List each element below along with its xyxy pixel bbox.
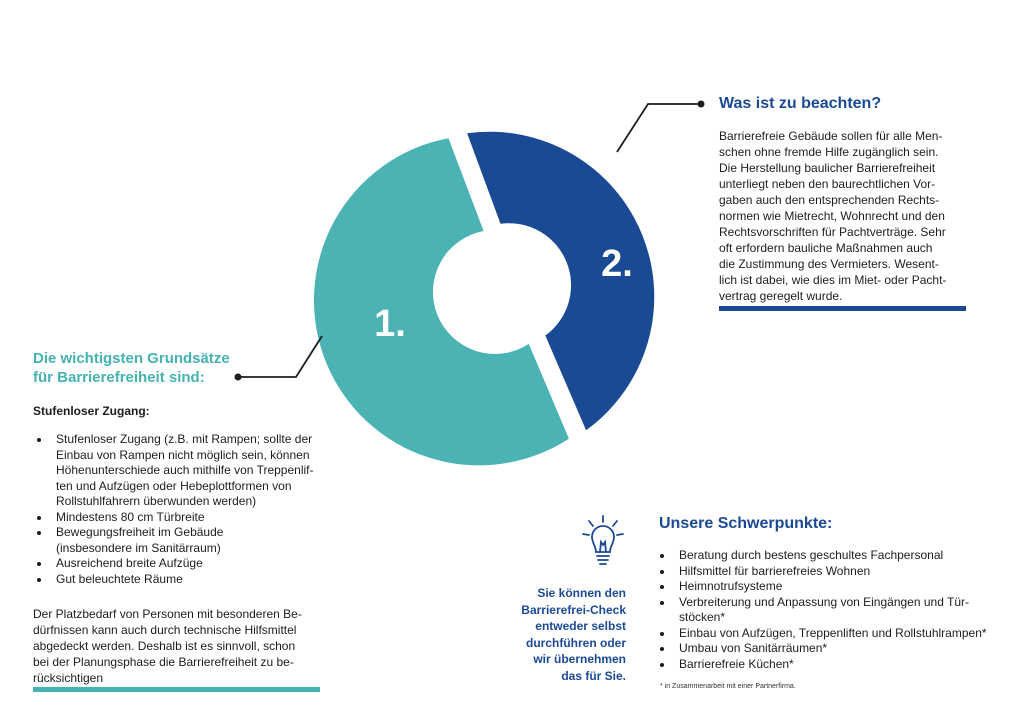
list-item-line: ten und Aufzügen oder Hebeplottformen von — [56, 478, 292, 493]
right-section-line: normen wie Mietrecht, Wohnrecht und den — [719, 209, 945, 223]
left-title-line-1: Die wichtigsten Grundsätze — [33, 350, 230, 367]
connector-left-dot — [235, 374, 242, 381]
right-section-body — [719, 128, 979, 304]
right-section-line: die Zustimmung des Vermieters. Wesent- — [719, 257, 939, 271]
callout-line: das für Sie. — [561, 668, 626, 683]
callout-line: entweder selbst — [535, 619, 626, 633]
callout-line: wir übernehmen — [533, 652, 626, 666]
list-item-line: Einbau von Aufzügen, Treppenliften und Rollstuhlrampen* — [679, 625, 987, 640]
callout-line: Sie können den — [537, 586, 626, 600]
left-paragraph-line: rücksichtigen — [33, 671, 104, 685]
left-title-line-2: für Barrierefreiheit sind: — [33, 369, 205, 386]
callout-line: Barrierefrei-Check — [521, 602, 626, 617]
right-section-line: schen ohne fremde Hilfe zugänglich sein. — [719, 145, 939, 159]
right-section-rule — [719, 306, 966, 311]
focus-bullet-list — [656, 548, 1006, 672]
list-item-line: Mindestens 80 cm Türbreite — [56, 509, 205, 524]
left-section-rule — [33, 687, 320, 692]
connector-right-dot — [698, 101, 705, 108]
list-item — [33, 556, 333, 572]
list-item — [33, 432, 333, 510]
focus-footnote: * in Zusammenarbeit mit einer Partnerfirma. — [660, 683, 796, 690]
list-item-line: Verbreiterung und Anpassung von Eingängen und Tür- — [679, 594, 969, 609]
left-paragraph-line: abgedeckt werden. Deshalb ist es sinnvoll, schon — [33, 639, 296, 653]
right-section-title: Was ist zu beachten? — [719, 95, 882, 112]
right-section-line: Barrierefreie Gebäude sollen für alle Men- — [719, 129, 943, 143]
right-section-line: gaben auch den entsprechenden Rechts- — [719, 193, 940, 207]
list-item-line: Umbau von Sanitärräumen* — [679, 641, 828, 655]
list-item — [656, 641, 1006, 657]
left-subheading: Stufenloser Zugang: — [33, 404, 150, 418]
list-item-line: Rollstuhlfahrern überwunden werden) — [56, 494, 257, 508]
callout-text — [488, 585, 626, 684]
list-item — [656, 579, 1006, 595]
right-section-line: unterliegt neben den baurechtlichen Vor- — [719, 177, 936, 191]
list-item — [656, 595, 1006, 626]
left-paragraph-line: Der Platzbedarf von Personen mit besonderen Be- — [33, 607, 302, 621]
list-item — [656, 626, 1006, 642]
list-item-line: stöcken* — [679, 610, 726, 624]
right-section-line: lich ist dabei, wie dies im Miet- oder Pacht- — [719, 273, 947, 287]
list-item-line: Hilfsmittel für barrierefreies Wohnen — [679, 563, 871, 578]
list-item-line: Heimnotrufsysteme — [679, 579, 783, 593]
list-item-line: Gut beleuchtete Räume — [56, 571, 183, 586]
lightbulb-icon — [580, 514, 626, 570]
left-bullet-list — [33, 432, 333, 587]
segment-1-label: 1. — [374, 303, 406, 345]
segment-2-label: 2. — [601, 243, 633, 285]
list-item — [33, 510, 333, 526]
right-section-line: oft erfordern bauliche Maßnahmen auch — [719, 241, 933, 255]
left-paragraph-line: dürfnissen kann auch durch technische Hilfsmittel — [33, 623, 297, 637]
list-item-line: (insbesondere im Sanitärraum) — [56, 540, 221, 555]
list-item-line: Bewegungsfreiheit im Gebäude — [56, 525, 224, 539]
list-item-line: Stufenloser Zugang (z.B. mit Rampen; sollte der — [56, 432, 313, 446]
list-item-line: Ausreichend breite Aufzüge — [56, 556, 203, 570]
right-section-line: Rechtsvorschriften für Pachtverträge. Sehr — [719, 225, 946, 239]
left-section-title — [33, 349, 230, 387]
list-item — [656, 657, 1006, 673]
connector-left — [239, 336, 322, 377]
list-item — [33, 525, 333, 556]
list-item-line: Höhenunterschiede auch mithilfe von Treppenlif- — [56, 463, 314, 477]
list-item — [656, 564, 1006, 580]
callout-line: durchführen oder — [525, 635, 626, 650]
focus-title: Unsere Schwerpunkte: — [659, 515, 833, 532]
right-section-line: Die Herstellung baulicher Barrierefreiheit — [719, 161, 936, 175]
list-item — [656, 548, 1006, 564]
list-item-line: Beratung durch bestens geschultes Fachpersonal — [679, 548, 944, 562]
left-paragraph — [33, 606, 333, 686]
connector-right — [617, 104, 700, 152]
list-item — [33, 572, 333, 588]
right-section-line: vertrag geregelt wurde. — [719, 289, 843, 303]
left-paragraph-line: bei der Planungsphase die Barrierefreiheit zu be- — [33, 655, 294, 669]
list-item-line: Barrierefreie Küchen* — [679, 656, 794, 671]
list-item-line: Einbau von Rampen nicht möglich sein, können — [56, 447, 310, 462]
